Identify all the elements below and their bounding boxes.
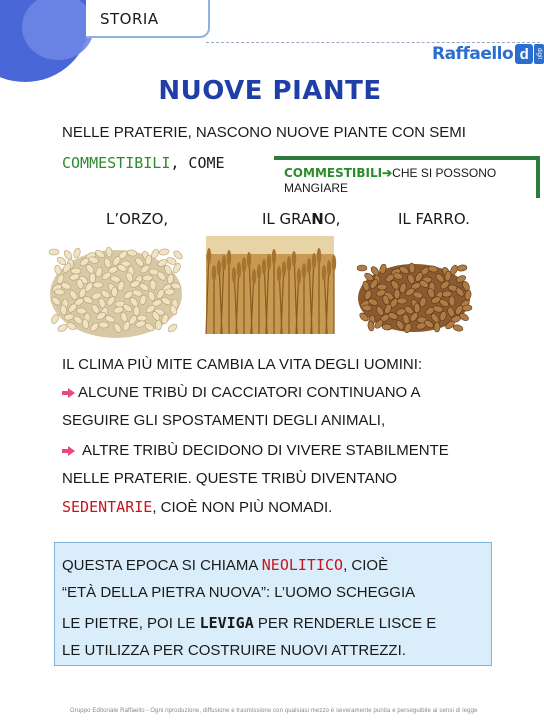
header-divider [206, 42, 540, 43]
wheat-ear [292, 251, 296, 267]
wheat-ear [327, 260, 331, 276]
wheat-field-photo [206, 236, 334, 334]
grain [76, 308, 86, 315]
wheat-ear [217, 260, 221, 276]
grain [357, 265, 367, 271]
copyright-footer: Gruppo Editoriale Raffaello - Ogni riproduzione, diffusione e trasmissione con qualsiasi mezzo è severamente punita e perseguibile ai sensi di legge [70, 708, 478, 714]
wheat-ear [277, 266, 281, 282]
grain [106, 247, 113, 257]
grain [112, 287, 118, 297]
wheat-ear [267, 254, 271, 270]
subject-tab [86, 0, 210, 38]
definition-box [274, 156, 540, 198]
wheat-ear [252, 269, 256, 285]
grain [137, 315, 147, 321]
grain [397, 298, 407, 304]
subject-label: STORIA [100, 10, 159, 28]
wheat-ear [302, 263, 306, 279]
grain [414, 303, 420, 313]
wheat-ear [272, 249, 276, 265]
grain [449, 296, 456, 306]
wheat-ear [282, 261, 286, 277]
grain [394, 289, 400, 299]
spelt-grains-photo [356, 236, 472, 334]
grain [452, 324, 463, 333]
grain [164, 289, 174, 296]
wheat-ear [297, 268, 301, 284]
grain [457, 264, 468, 272]
bullet-2-line-2: NELLE PRATERIE. QUESTE TRIBÙ DIVENTANO [62, 470, 398, 487]
wheat-ear [332, 255, 336, 271]
wheat-ear [287, 256, 291, 272]
corner-decoration [0, 0, 96, 86]
grain [90, 273, 96, 283]
wheat-ear [212, 265, 216, 281]
publisher-logo-badge: d [515, 44, 533, 64]
wheat-ear [247, 252, 251, 268]
grain [377, 284, 387, 290]
grain [434, 322, 440, 332]
wheat-ear [207, 248, 211, 264]
page-title: NUOVE PIANTE [158, 76, 382, 106]
publisher-logo-word: Raffaello [432, 44, 514, 64]
grain [409, 263, 416, 273]
info-box-line-3: LE PIETRE, POI LE LEVIGA PER RENDERLE LISCE E [62, 614, 437, 632]
grain [167, 323, 179, 334]
grain [382, 324, 392, 331]
arrow-bullet-icon [62, 388, 76, 398]
keyword-leviga: LEVIGA [199, 614, 254, 632]
wheat-ear [242, 257, 246, 273]
grain [134, 306, 140, 316]
wheat-ear [312, 253, 316, 269]
grain [49, 249, 59, 255]
definition-text-line-1: CHE SI POSSONO [392, 166, 497, 180]
grain [159, 248, 170, 256]
grain [98, 322, 108, 329]
bullet-1-line-1: ALCUNE TRIBÙ DI CACCIATORI CONTINUANO A [62, 384, 421, 401]
wheat-ear [227, 250, 231, 266]
wheat-ear [222, 255, 226, 271]
keyword-sedentarie: SEDENTARIE [62, 498, 153, 516]
bullet-2-line-3: SEDENTARIE, CIOÈ NON PIÙ NOMADI. [62, 498, 333, 516]
publisher-logo [432, 44, 544, 64]
bullet-2-line-1: ALTRE TRIBÙ DECIDONO DI VIVERE STABILMENTE [62, 442, 449, 459]
wheat-ear [262, 259, 266, 275]
wheat-ear [237, 262, 241, 278]
wheat-ear [307, 258, 311, 274]
cereal-label-wheat: IL GRANO, [262, 210, 341, 228]
grain [156, 320, 162, 330]
intro-line-2-rest: , COME [170, 154, 225, 172]
keyword-neolitico: NEOLITICO [261, 556, 344, 574]
grain [93, 282, 103, 288]
publisher-logo-badge-sub: digit [534, 44, 544, 64]
cereal-label-spelt: IL FARRO. [398, 210, 470, 228]
wheat-ear [317, 248, 321, 264]
barley-grains-photo [50, 236, 182, 334]
grain [73, 247, 82, 258]
grain [150, 280, 157, 290]
info-box-line-2: “ETÀ DELLA PIETRA NUOVA”: L’UOMO SCHEGGIA [62, 584, 416, 601]
keyword-commestibili: COMMESTIBILI [62, 154, 171, 172]
arrow-right-icon: ➔ [382, 166, 393, 180]
definition-text-line-2: MANGIARE [284, 181, 349, 195]
intro-line-2 [62, 154, 225, 172]
cereal-label-barley: L’ORZO, [106, 210, 169, 228]
intro-line-1: NELLE PRATERIE, NASCONO NUOVE PIANTE CON SEMI [62, 124, 466, 141]
grain [462, 305, 472, 312]
bullet-1-line-2: SEGUIRE GLI SPOSTAMENTI DEGLI ANIMALI, [62, 412, 386, 429]
info-box-line-1: QUESTA EPOCA SI CHIAMA NEOLITICO, CIOÈ [62, 556, 389, 574]
info-box-line-4: LE UTILIZZA PER COSTRUIRE NUOVI ATTREZZI. [62, 642, 406, 659]
arrow-bullet-icon [62, 446, 76, 456]
body-paragraph-1: IL CLIMA PIÙ MITE CAMBIA LA VITA DEGLI UOMINI: [62, 356, 423, 373]
wheat-ear [322, 265, 326, 281]
wheat-ear [257, 264, 261, 280]
definition-term: COMMESTIBILI [284, 166, 383, 180]
grain [71, 268, 81, 274]
wheat-ear [232, 267, 236, 283]
